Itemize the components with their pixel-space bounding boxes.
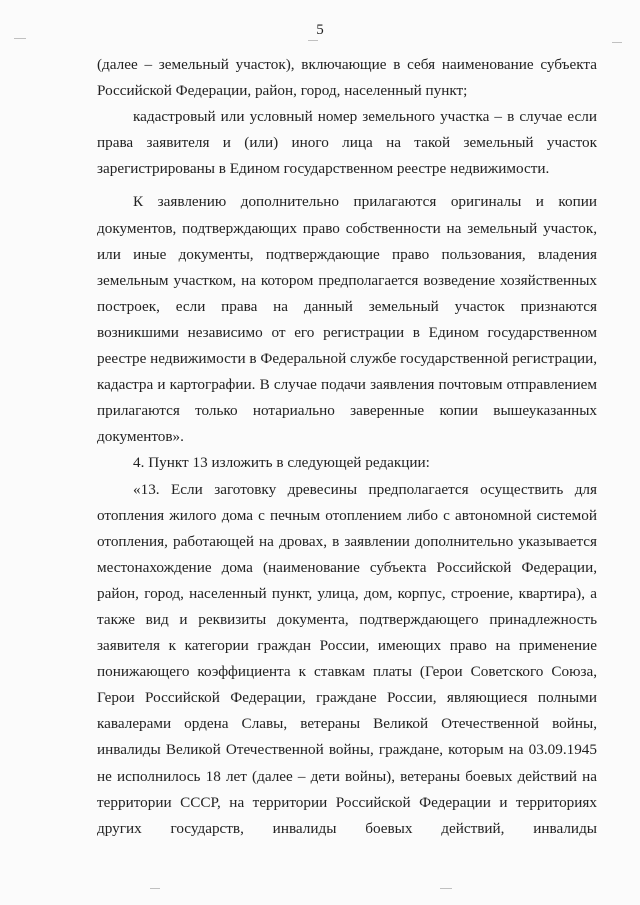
scan-speck xyxy=(308,40,318,41)
scan-speck xyxy=(440,888,452,889)
paragraph-item-4: 4. Пункт 13 изложить в следующей редакции: xyxy=(133,454,430,472)
scan-speck xyxy=(150,888,160,889)
document-body xyxy=(97,52,597,842)
paragraph-clause-13: «13. Если заготовку древесины предполагается осуществить для отопления жилого дома с печным отоплением либо с автономной системой отопления, работающей на дровах, в заявлении дополнительно указывается местонахождение дома (наименование субъекта Российской Федерации, район, город, населенный пункт, улица, дом, корпус, строение, квартира), а также вид и реквизиты документа, подтверждающего принадлежность заявителя к категории граждан России, имеющих право на применение понижающего коэффициента к ставкам платы (Герои Советского Союза, Герои Российской Федерации, граждане России, являющиеся полными кавалерами ордена Славы, ветераны Великой Отечественной войны, инвалиды Великой Отечественной войны, граждане, которым на 03.09.1945 не исполнилось 18 лет (далее – дети войны), ветераны боевых действий на территории СССР, на территории Российской Федерации и территориях других государств, инвалиды боевых действий, инвалиды xyxy=(97,480,597,837)
paragraph-cadastral-number: кадастровый или условный номер земельного участка – в случае если права заявителя и (или) иного лица на такой земельный участок зарегистрированы в Едином государственном реестре недвижимости. xyxy=(97,108,597,178)
scan-speck xyxy=(612,42,622,43)
paragraph-attached-documents: К заявлению дополнительно прилагаются оригиналы и копии документов, подтверждающих право собственности на земельный участок, или иные документы, подтверждающие право пользования, владения земельным участком, на котором предполагается возведение хозяйственных построек, если права на данный земельный участок признаются возникшими независимо от его регистрации в Едином государственном реестре недвижимости в Федеральной службе государственной регистрации, кадастра и картографии. В случае подачи заявления почтовым отправлением прилагаются только нотариально заверенные копии вышеуказанных документов». xyxy=(97,193,597,446)
paragraph-land-plot-address: (далее – земельный участок), включающие в себя наименование субъекта Российской Федерации, район, город, населенный пункт; xyxy=(97,56,597,100)
page-number: 5 xyxy=(316,22,324,38)
scan-speck xyxy=(14,38,26,39)
